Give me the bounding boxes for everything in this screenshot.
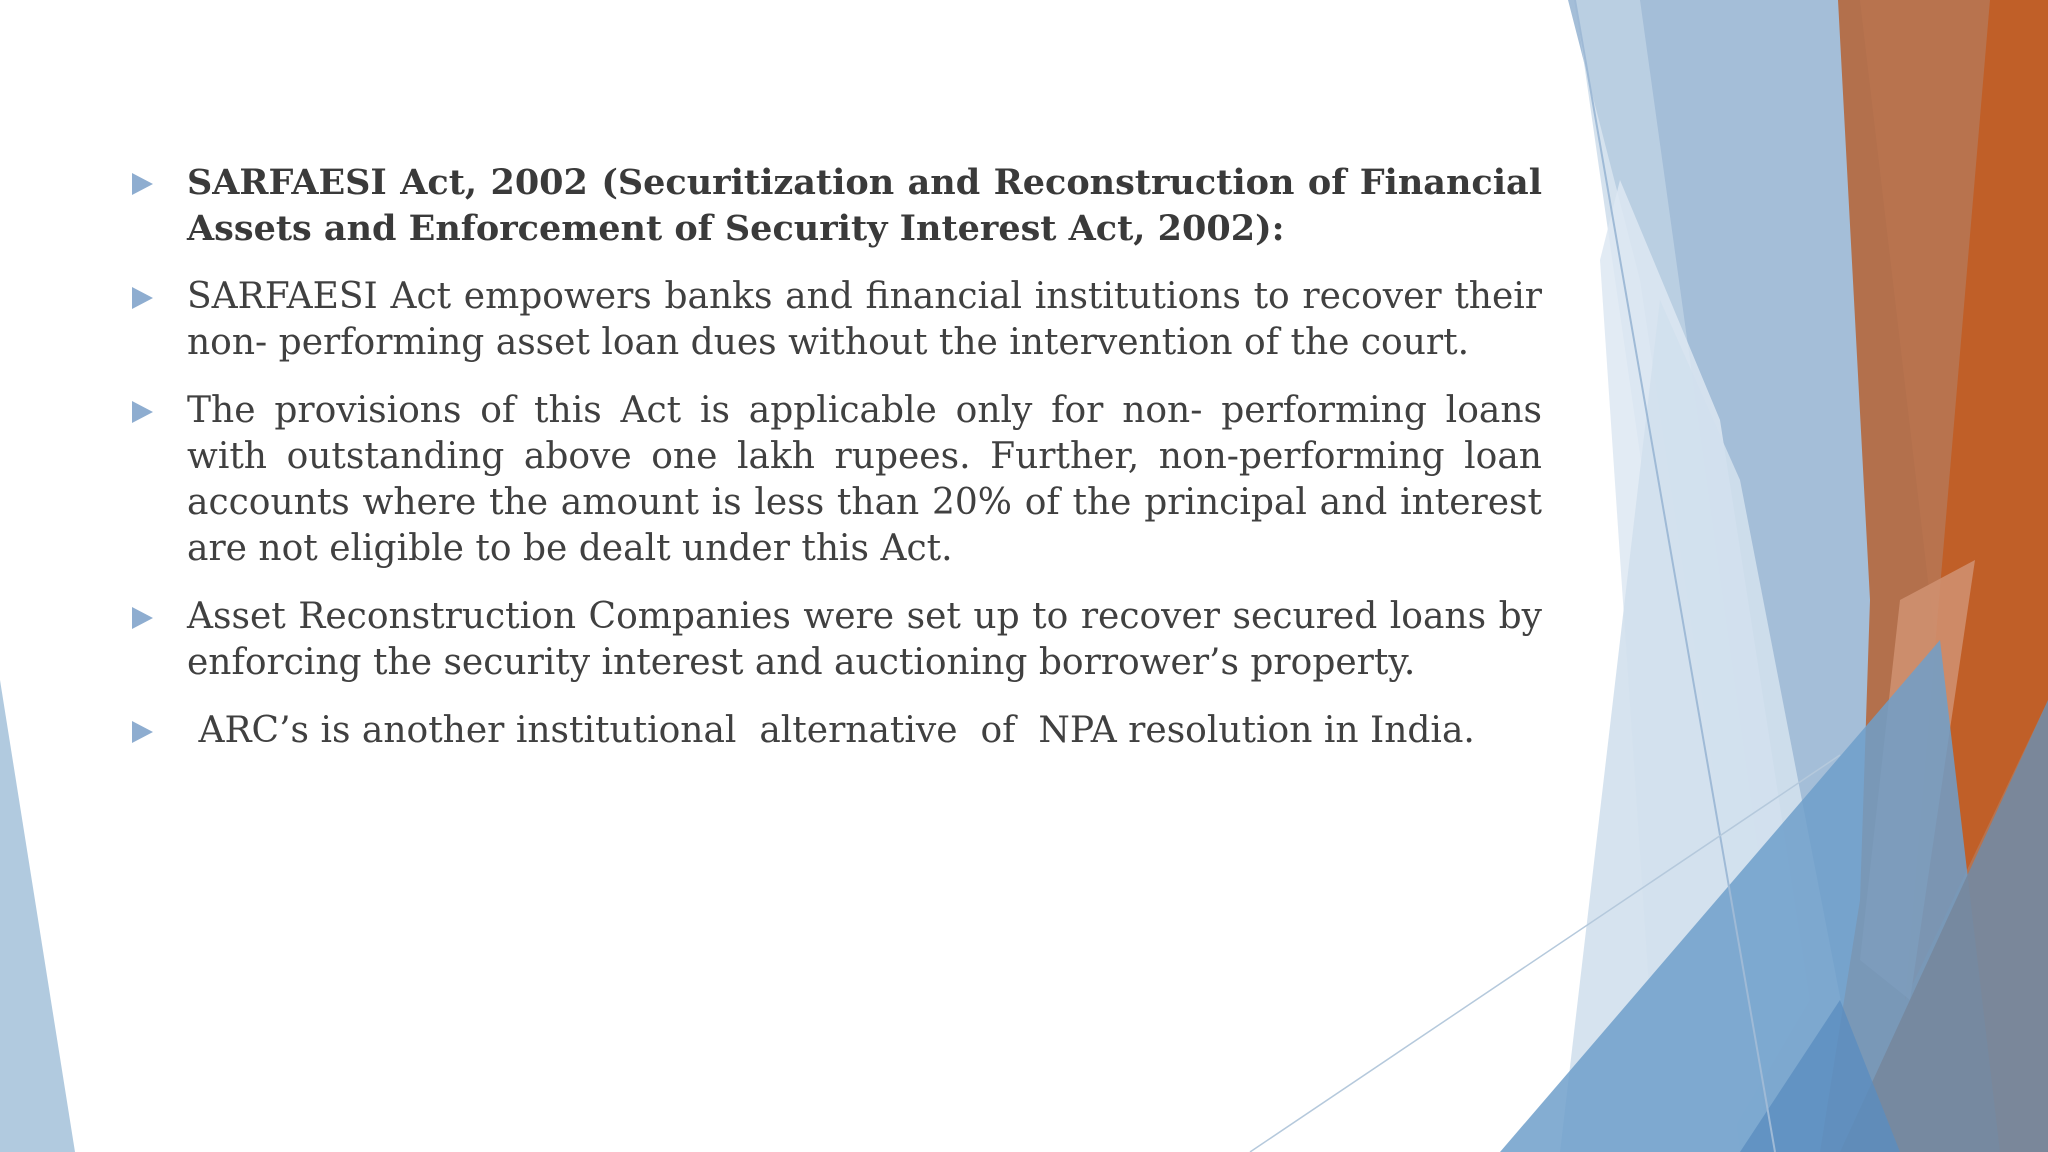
bullet-list [130,160,1542,776]
bullet-item-empowers [130,274,1542,366]
bullet-text: SARFAESI Act empowers banks and financial institutions to recover their non- performing asset loan dues without the intervention of the court. [187,276,1542,363]
triangle-right-icon [132,607,153,629]
bullet-text: Asset Reconstruction Companies were set up to recover secured loans by enforcing the security interest and auctioning borrower’s property. [187,596,1542,683]
bullet-item-sarfaesi-title [130,160,1542,252]
triangle-right-icon [132,721,153,743]
triangle-right-icon [132,401,153,423]
triangle-right-icon [132,287,153,309]
triangle-right-icon [132,173,153,195]
bullet-item-provisions [130,388,1542,572]
bullet-item-arc-companies [130,594,1542,686]
bullet-item-arc-alternative [130,708,1542,754]
left-blue-sliver [0,680,75,1152]
bullet-text: ARC’s is another institutional alternative of NPA resolution in India. [187,710,1475,751]
bullet-text: The provisions of this Act is applicable only for non- performing loans with outstanding above one lakh rupees. Further, non-performing loan accounts where the amount is less than 20% of the principal and interest are not eligible to be dealt under this Act. [187,390,1542,569]
bullet-text: SARFAESI Act, 2002 (Securitization and Reconstruction of Financial Assets and Enforcement of Security Interest Act, 2002): [187,162,1542,249]
